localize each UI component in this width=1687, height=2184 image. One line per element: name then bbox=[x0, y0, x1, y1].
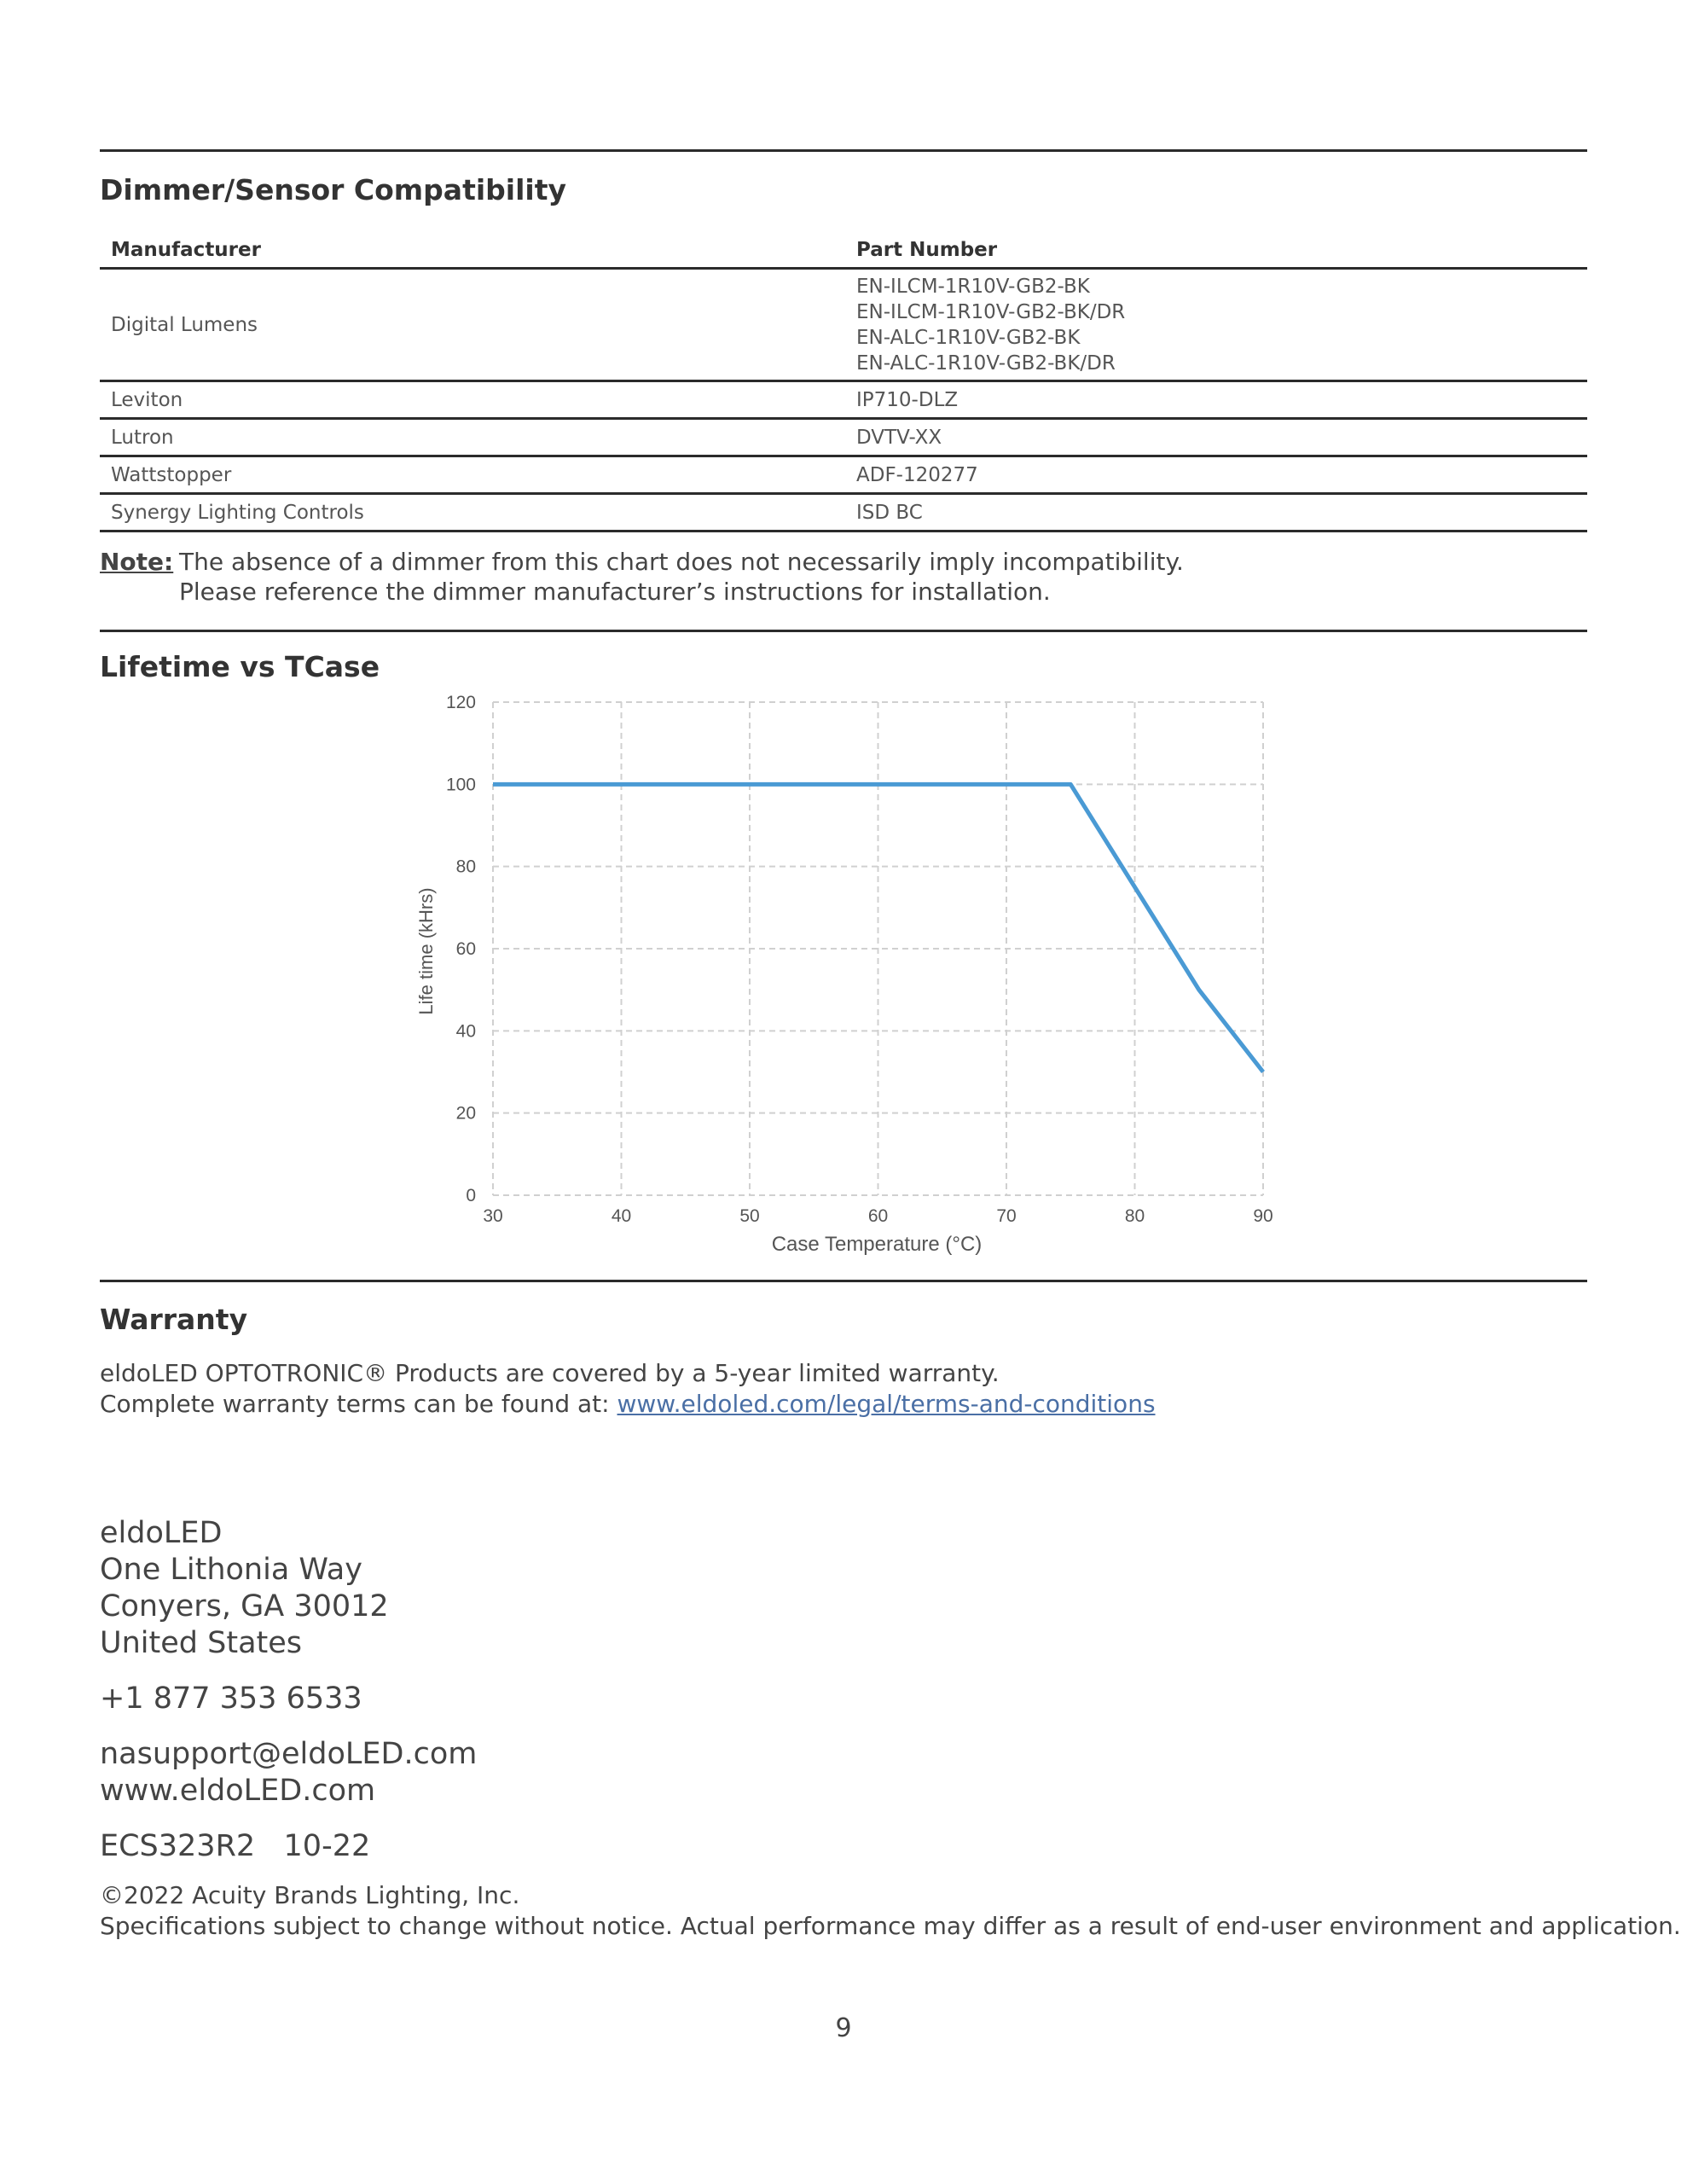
part-number-cell: DVTV-XX bbox=[856, 426, 942, 449]
x-tick-label: 30 bbox=[483, 1206, 503, 1226]
phone: +1 877 353 6533 bbox=[100, 1682, 362, 1716]
part-number: EN-ALC-1R10V-GB2-BK/DR bbox=[856, 351, 1116, 375]
disclaimer: Specifications subject to change without notice. Actual performance may differ as a result of end-user environment and application. bbox=[100, 1912, 1681, 1940]
warranty-line: eldoLED OPTOTRONIC® Products are covered by a 5-year limited warranty. bbox=[100, 1359, 1000, 1387]
header-manufacturer: Manufacturer bbox=[111, 238, 261, 261]
terms-link[interactable]: www.eldoled.com/legal/terms-and-conditions bbox=[617, 1390, 1156, 1418]
part-number: EN-ILCM-1R10V-GB2-BK bbox=[856, 275, 1090, 298]
part-number: EN-ALC-1R10V-GB2-BK bbox=[856, 326, 1081, 349]
header-part-number: Part Number bbox=[856, 238, 998, 261]
x-tick-label: 90 bbox=[1253, 1206, 1273, 1226]
x-tick-label: 80 bbox=[1124, 1206, 1145, 1226]
x-tick-label: 50 bbox=[739, 1206, 760, 1226]
page-number: 9 bbox=[835, 2013, 852, 2043]
x-axis-label: Case Temperature (°C) bbox=[771, 1233, 983, 1256]
manufacturer-cell: Synergy Lighting Controls bbox=[111, 501, 364, 524]
warranty-title: Warranty bbox=[100, 1303, 248, 1336]
footer bbox=[100, 1880, 1681, 1942]
address-line: United States bbox=[100, 1626, 303, 1660]
x-tick-label: 40 bbox=[611, 1206, 632, 1226]
y-tick-label: 80 bbox=[455, 857, 476, 877]
y-tick-label: 20 bbox=[455, 1103, 476, 1124]
x-tick-label: 60 bbox=[867, 1206, 889, 1226]
lifetime-title: Lifetime vs TCase bbox=[100, 650, 380, 683]
section-rule bbox=[100, 1280, 1587, 1282]
email: nasupport@eldoLED.com bbox=[100, 1737, 478, 1771]
y-tick-label: 0 bbox=[466, 1186, 476, 1205]
compat-title: Dimmer/Sensor Compatibility bbox=[100, 173, 566, 206]
y-tick-label: 100 bbox=[445, 775, 476, 795]
part-number-cell: IP710-DLZ bbox=[856, 388, 959, 411]
part-number-cell: ADF-120277 bbox=[856, 463, 978, 486]
warranty-prefix: Complete warranty terms can be found at: bbox=[100, 1390, 617, 1418]
part-number-cell: ISD BC bbox=[856, 501, 923, 524]
y-tick-label: 60 bbox=[455, 939, 476, 959]
note-line: The absence of a dimmer from this chart does not necessarily imply incompatibility. bbox=[179, 548, 1184, 576]
y-axis-label: Life time (kHrs) bbox=[415, 887, 437, 1015]
x-tick-label: 70 bbox=[996, 1206, 1017, 1226]
manufacturer-cell: Lutron bbox=[111, 426, 174, 449]
warranty-line bbox=[100, 1389, 1156, 1420]
part-number: EN-ILCM-1R10V-GB2-BK/DR bbox=[856, 300, 1126, 323]
manufacturer-cell: Leviton bbox=[111, 388, 183, 411]
website: www.eldoLED.com bbox=[100, 1774, 376, 1808]
note-line: Please reference the dimmer manufacturer’s instructions for installation. bbox=[179, 578, 1051, 606]
warranty-text bbox=[100, 1358, 1156, 1420]
note-label: Note: bbox=[100, 548, 174, 576]
address-line: One Lithonia Way bbox=[100, 1553, 362, 1587]
y-tick-label: 120 bbox=[445, 693, 476, 712]
copyright: ©2022 Acuity Brands Lighting, Inc. bbox=[100, 1881, 520, 1909]
manufacturer-cell: Digital Lumens bbox=[111, 313, 258, 336]
manufacturer-cell: Wattstopper bbox=[111, 463, 232, 486]
doc-code: ECS323R2 10-22 bbox=[100, 1829, 371, 1863]
address-line: Conyers, GA 30012 bbox=[100, 1589, 389, 1623]
company-name: eldoLED bbox=[100, 1516, 223, 1550]
y-tick-label: 40 bbox=[455, 1021, 476, 1042]
